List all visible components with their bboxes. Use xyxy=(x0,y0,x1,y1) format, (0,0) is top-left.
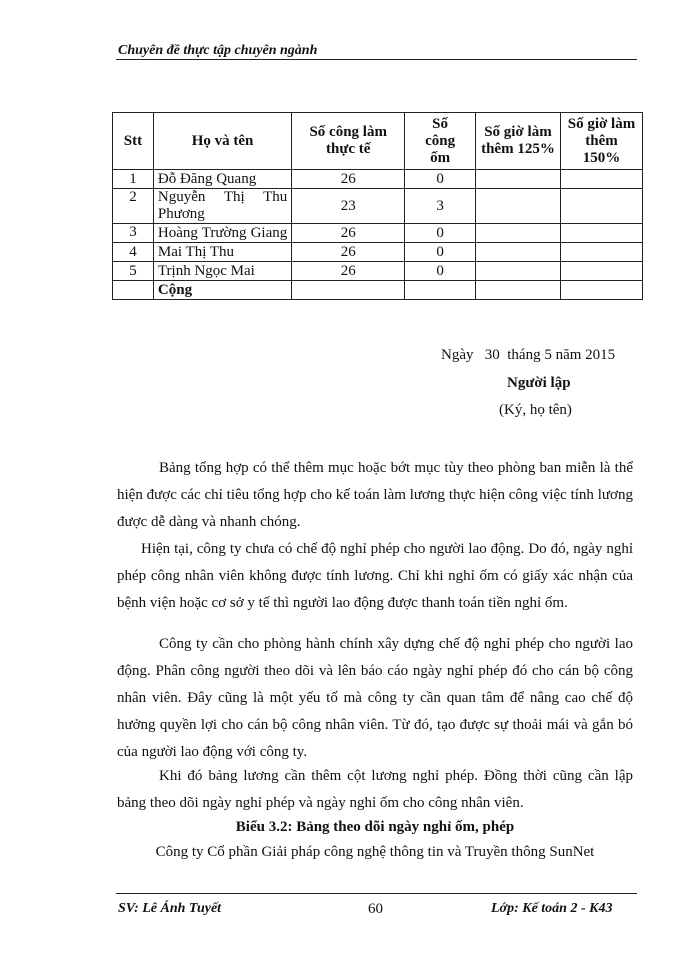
page-header-title: Chuyên đề thực tập chuyên ngành xyxy=(118,43,318,58)
cell-stt: 4 xyxy=(113,243,154,262)
signature-role: Người lập xyxy=(507,375,571,391)
header-name: Họ và tên xyxy=(153,113,291,170)
cell-name: Trịnh Ngọc Mai xyxy=(153,262,291,281)
header-sick-days xyxy=(405,113,476,170)
cell-stt: 1 xyxy=(113,170,154,189)
cell-stt: 3 xyxy=(113,224,154,243)
footer-class: Lớp: Kế toán 2 - K43 xyxy=(491,901,613,916)
cell-sick xyxy=(405,281,476,300)
cell-ot150 xyxy=(560,262,642,281)
header-sick-days-text: Số công ốm xyxy=(425,115,456,166)
cell-ot125 xyxy=(475,262,560,281)
table-row xyxy=(113,189,643,224)
table-row xyxy=(113,262,643,281)
cell-name-text: Hoàng Trường Giang xyxy=(157,224,288,241)
cell-sick: 0 xyxy=(405,224,476,243)
header-ot-150-text: Số giờ làm thêm 150% xyxy=(567,115,636,166)
cell-actual: 26 xyxy=(292,262,405,281)
footer-rule xyxy=(116,893,637,894)
cell-actual: 26 xyxy=(292,224,405,243)
cell-sick: 0 xyxy=(405,243,476,262)
cell-sick: 3 xyxy=(405,189,476,224)
cell-ot150 xyxy=(560,170,642,189)
signature-date: Ngày 30 tháng 5 năm 2015 xyxy=(441,347,616,363)
header-ot-150 xyxy=(560,113,642,170)
table-header-row xyxy=(113,113,643,170)
cell-stt xyxy=(113,281,154,300)
cell-sick: 0 xyxy=(405,170,476,189)
cell-ot125 xyxy=(475,224,560,243)
cell-sick: 0 xyxy=(405,262,476,281)
total-label: Cộng xyxy=(153,281,291,300)
table-row xyxy=(113,170,643,189)
table-total-row xyxy=(113,281,643,300)
cell-name-text: Nguyễn Thị Thu Phương xyxy=(157,189,288,222)
signature-note: (Ký, họ tên) xyxy=(499,402,572,418)
cell-ot125 xyxy=(475,281,560,300)
header-stt: Stt xyxy=(113,113,154,170)
cell-ot150 xyxy=(560,281,642,300)
paragraph-4: Khi đó bảng lương cần thêm cột lương nghỉ phép. Đồng thời cũng cần lập bảng theo dõi ngày nghỉ phép và ngày nghỉ ốm cho công nhân viên. xyxy=(117,768,633,811)
header-actual-days-text: Số công làm thực tế xyxy=(309,124,387,157)
paragraph-3: Công ty cần cho phòng hành chính xây dựng chế độ nghỉ phép cho người lao động. Phân công người theo dõi và lên báo cáo ngày nghỉ phép đó cho cán bộ công nhân viên. Đây cũng là một yếu tố mà công ty cần quan tâm để nâng cao chế độ hưởng quyền lợi cho cán bộ công nhân viên. Từ đó, tạo được sự thoải mái và gắn bó của người lao động với công ty. xyxy=(117,636,633,760)
cell-ot125 xyxy=(475,189,560,224)
paragraph-1: Bảng tổng hợp có thể thêm mục hoặc bớt mục tùy theo phòng ban miễn là thể hiện được các chỉ tiêu tổng hợp cho kế toán làm lương thực hiện công việc tính lương được dễ dàng và nhanh chóng. xyxy=(117,460,633,530)
cell-ot150 xyxy=(560,243,642,262)
cell-ot125 xyxy=(475,243,560,262)
cell-ot150 xyxy=(560,189,642,224)
figure-caption-title: Biểu 3.2: Bảng theo dõi ngày nghỉ ốm, phép xyxy=(235,819,515,835)
cell-actual: 26 xyxy=(292,170,405,189)
cell-name xyxy=(153,189,291,224)
paragraph-2: Hiện tại, công ty chưa có chế độ nghỉ phép cho người lao động. Do đó, ngày nghỉ phép công nhân viên không được tính lương. Chỉ khi nghỉ ốm có giấy xác nhận của bệnh viện hoặc cơ sở y tế thì người lao động được thanh toán tiền nghỉ ốm. xyxy=(117,541,633,611)
page-number: 60 xyxy=(368,901,383,917)
cell-ot150 xyxy=(560,224,642,243)
cell-name xyxy=(153,224,291,243)
cell-actual xyxy=(292,281,405,300)
attendance-table xyxy=(112,112,643,300)
table-row xyxy=(113,224,643,243)
header-actual-days xyxy=(292,113,405,170)
header-ot-125 xyxy=(475,113,560,170)
header-rule xyxy=(116,59,637,60)
cell-name: Đỗ Đăng Quang xyxy=(153,170,291,189)
table-row xyxy=(113,243,643,262)
cell-stt: 2 xyxy=(113,189,154,224)
footer-student: SV: Lê Ánh Tuyết xyxy=(118,901,222,916)
figure-caption-company: Công ty Cổ phần Giải pháp công nghệ thông tin và Truyền thông SunNet xyxy=(155,844,595,860)
cell-stt: 5 xyxy=(113,262,154,281)
cell-actual: 23 xyxy=(292,189,405,224)
cell-actual: 26 xyxy=(292,243,405,262)
cell-name: Mai Thị Thu xyxy=(153,243,291,262)
header-ot-125-text: Số giờ làm thêm 125% xyxy=(481,124,555,157)
cell-ot125 xyxy=(475,170,560,189)
